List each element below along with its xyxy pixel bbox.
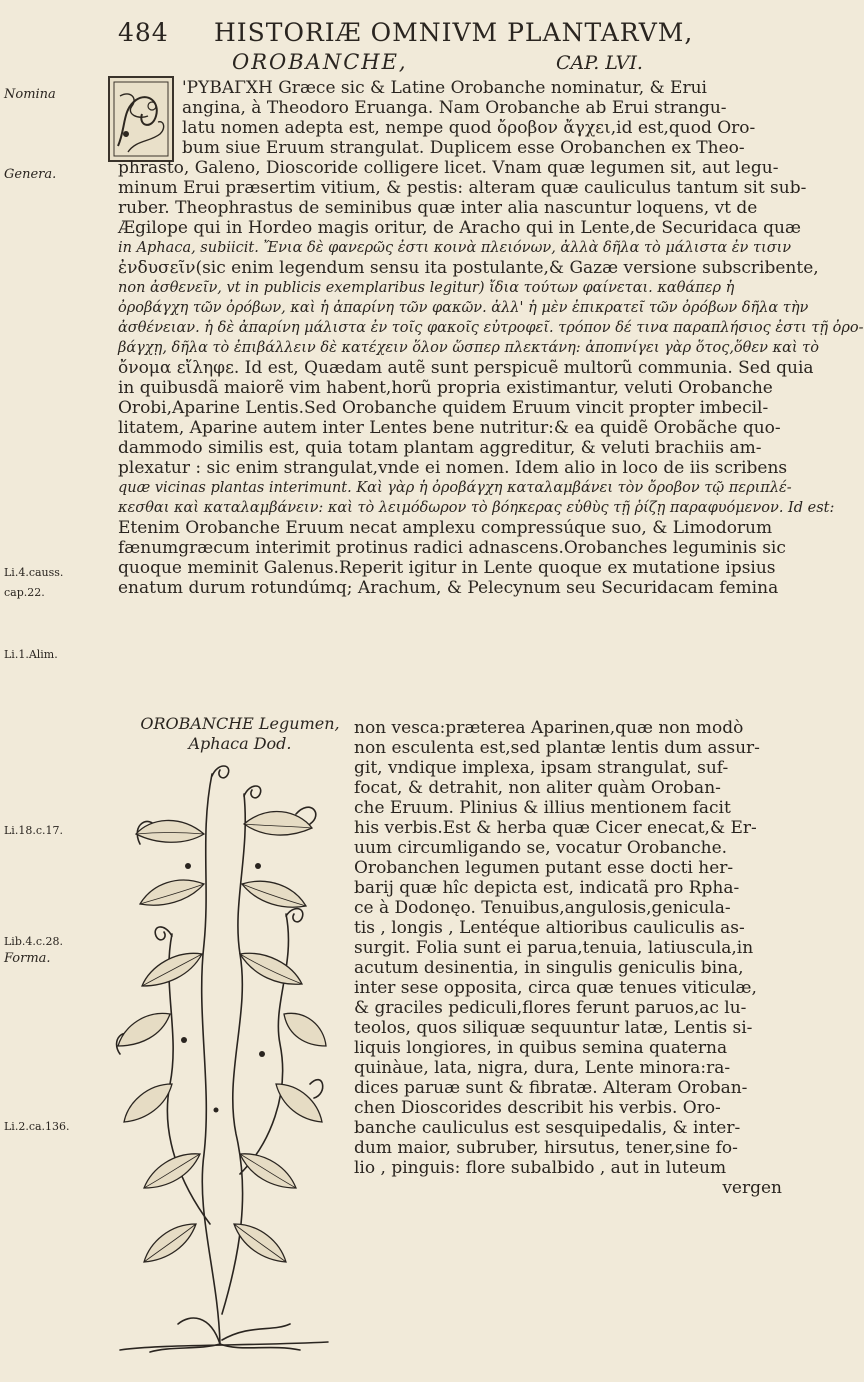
right-column-text (354, 718, 782, 1198)
margin-note-genera: Genera. (4, 167, 57, 182)
figure-caption-line: OROBANCHE Legumen, (140, 714, 340, 733)
text-line: non vesca:præterea Aparinen,quæ non modò (354, 718, 744, 738)
margin-note-ref2: Li.1.Alim. (4, 648, 58, 661)
text-line: tis , longis , Lentéque altioribus cauliculis as- (354, 918, 745, 938)
text-line-greek: ἀσθένειαν. ἡ δὲ ἀπαρίνη μάλιστα ἐν τοῖς φακοῖς εὐτροφεῖ. τρόπον δέ τινα παραπλήσιος ἐστι τῇ ὀρο- (118, 320, 864, 336)
figure-caption-line: Aphaca Dod. (188, 734, 292, 753)
text-line: surgit. Folia sunt ei parua,tenuia, latiuscula,in (354, 938, 754, 958)
page-number: 484 (118, 18, 169, 47)
margin-note-ref3: Li.18.c.17. (4, 824, 63, 837)
text-line: chen Dioscorides describit his verbis. Oro- (354, 1098, 721, 1118)
running-title: HISTORIÆ OMNIVM PLANTARVM, (214, 18, 694, 47)
text-line: & graciles pediculi,flores ferunt paruos,ac lu- (354, 998, 747, 1018)
text-line: Orobi,Aparine Lentis.Sed Orobanche quidem Eruum vincit propter imbecil- (118, 398, 769, 418)
text-line: liquis longiores, in quibus semina quaterna (354, 1038, 728, 1058)
text-line-greek: ὀροβάγχη τῶν ὀρόβων, καὶ ἡ ἀπαρίνη τῶν φακῶν. ἀλλ' ἡ μὲν ἐπικρατεῖ τῶν ὀρόβων δῆλα τὴν (118, 300, 809, 316)
text-line: banche cauliculus est sesquipedalis, & inter- (354, 1118, 741, 1138)
text-line: litatem, Aparine autem inter Lentes bene nutritur:& ea quidẽ Orobãche quo- (118, 418, 781, 438)
text-line: bum siue Eruum strangulat. Duplicem esse Orobanchen ex Theo- (182, 138, 745, 158)
text-line-greek: quæ vicinas plantas interimunt. Καὶ γὰρ ἡ ὀροβάγχη καταλαμβάνει τὸν ὄροβον τῷ περιπλέ- (118, 480, 792, 496)
margin-note-ref4: Lib.4.c.28. (4, 935, 64, 948)
text-line: git, vndique implexa, ipsam strangulat, suf- (354, 758, 729, 778)
text-line: acutum desinentia, in singulis geniculis bina, (354, 958, 744, 978)
text-line: barij quæ hîc depicta est, indicatã pro Rpha- (354, 878, 740, 898)
text-line: dices paruæ sunt & fibratæ. Alteram Oroban- (354, 1078, 748, 1098)
text-line: Etenim Orobanche Eruum necat amplexu compressúque suo, & Limodorum (118, 518, 773, 538)
text-line-greek: κεσθαι καὶ καταλαμβάνειν: καὶ τὸ λειμόδωρον τὸ βόηκερας εὐθὺς τῇ ῥίζῃ παραφυόμενον. Id est: (118, 500, 835, 516)
text-line: latu nomen adepta est, nempe quod ὄροβον ἄγχει,id est,quod Oro- (182, 118, 756, 138)
text-line: phrasto, Galeno, Dioscoride colligere licet. Vnam quæ legumen sit, aut legu- (118, 158, 779, 178)
chapter-title: OROBANCHE, (232, 50, 408, 74)
text-line: teolos, quos siliquæ sequuntur latæ, Lentis si- (354, 1018, 753, 1038)
text-line: quoque meminit Galenus.Reperit igitur in Lente quoque ex mutatione ipsius (118, 558, 776, 578)
margin-note-ref1b: cap.22. (4, 586, 45, 599)
text-line: his verbis.Est & herba quæ Cicer enecat,& Er- (354, 818, 757, 838)
text-line: non esculenta est,sed plantæ lentis dum assur- (354, 738, 760, 758)
text-line-greek: βάγχῃ, δῆλα τὸ ἐπιβάλλειν δὲ κατέχειν ὅλον ὥσπερ πλεκτάνη: ἀποπνίγει γὰρ ὅτος,ὅθεν καὶ τὸ (118, 340, 819, 356)
text-line: fænumgræcum interimit protinus radici adnascens.Orobanches leguminis sic (118, 538, 786, 558)
text-line: ce à Dodonęo. Tenuibus,angulosis,genicula- (354, 898, 731, 918)
text-line: Ægilope qui in Hordeo magis oritur, de Aracho qui in Lente,de Securidaca quæ (118, 218, 801, 238)
text-line: in quibusdã maiorẽ vim habent,horũ propria existimantur, veluti Orobanche (118, 378, 773, 398)
text-line: quinàue, lata, nigra, dura, Lente minora:ra- (354, 1058, 731, 1078)
page-header (118, 18, 768, 52)
margin-note-ref5: Li.2.ca.136. (4, 1120, 70, 1133)
text-line: focat, & detrahit, non aliter quàm Oroban- (354, 778, 721, 798)
text-line: ruber. Theophrastus de seminibus quæ inter alia nascuntur loquens, vt de (118, 198, 758, 218)
text-line: uum circumligando se, vocatur Orobanche. (354, 838, 728, 858)
text-line: inter sese opposita, circa quæ tenues viticulæ, (354, 978, 757, 998)
text-line: minum Erui præsertim vitium, & pestis: alteram quæ cauliculus tantum sit sub- (118, 178, 807, 198)
text-line: angina, à Theodoro Eruanga. Nam Orobanche ab Erui strangu- (182, 98, 727, 118)
text-line-greek: in Aphaca, subiicit. Ἔνια δὲ φανερῶς ἐστι κοινὰ πλειόνων, ἀλλὰ δῆλα τὸ μάλιστα ἐν τισιν (118, 240, 792, 256)
text-line: ὄνομα εἴληφε. Id est, Quædam autẽ sunt perspicuẽ multorũ communia. Sed quia (118, 358, 814, 378)
text-line: che Eruum. Plinius & illius mentionem facit (354, 798, 731, 818)
margin-note-forma: Forma. (4, 951, 51, 966)
opening-paragraph-lines (182, 78, 782, 158)
decorated-initial-icon (108, 76, 174, 162)
text-line: ἐνδυσεῖν(sic enim legendum sensu ita postulante,& Gazæ versione subscribente, (118, 258, 819, 278)
chapter-number: CAP. LVI. (556, 52, 643, 74)
figure-caption (140, 714, 340, 754)
text-line-greek: non ἀσθενεῖν, vt in publicis exemplaribus legitur) ἴδια τούτων φαίνεται. καθάπερ ἡ (118, 280, 735, 296)
text-line: dum maior, subruber, hirsutus, tener,sine fo- (354, 1138, 738, 1158)
text-line: Orobanchen legumen putant esse docti her- (354, 858, 734, 878)
text-line: enatum durum rotundúmq; Arachum, & Pelecynum seu Securidacam femina (118, 578, 779, 598)
text-line: 'PYBAΓXH Græce sic & Latine Orobanche nominatur, & Erui (182, 78, 707, 98)
text-line: plexatur : sic enim strangulat,vnde ei nomen. Idem alio in loco de iis scribens (118, 458, 788, 478)
margin-note-ref1: Li.4.causs. (4, 566, 64, 579)
catchword: vergen (722, 1178, 782, 1198)
text-line: dammodo similis est, quia totam plantam aggreditur, & veluti brachiis am- (118, 438, 762, 458)
text-line: lio , pinguis: flore subalbido , aut in luteum (354, 1158, 727, 1178)
main-text-block (118, 158, 864, 598)
margin-note-nomina: Nomina (4, 87, 56, 102)
plant-illustration-icon (100, 754, 330, 1354)
